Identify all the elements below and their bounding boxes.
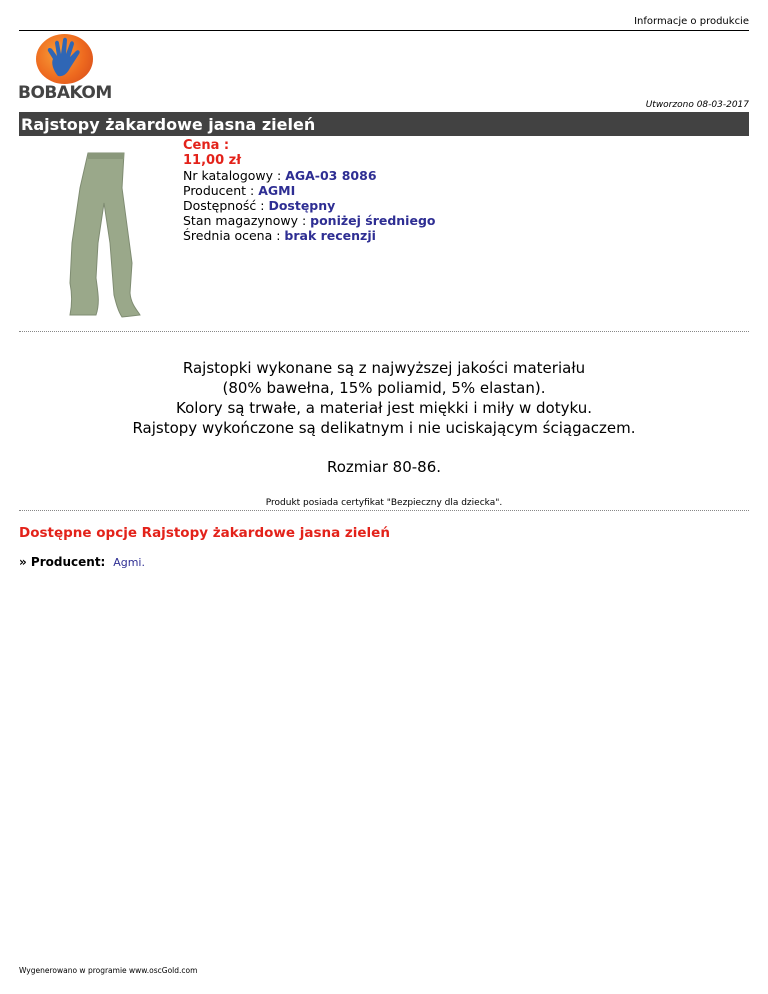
divider: [19, 510, 749, 511]
product-image: [28, 143, 174, 319]
producer-option: [19, 555, 145, 569]
hand-icon: [36, 34, 93, 84]
page-header: [19, 14, 749, 31]
options-title: Dostępne opcje Rajstopy żakardowe jasna zieleń: [19, 525, 390, 541]
description-line: Rajstopki wykonane są z najwyższej jakości materiału: [182, 359, 586, 377]
field-rating: [183, 228, 435, 243]
price-label: Cena :: [183, 138, 230, 153]
tights-image: [28, 143, 174, 319]
logo-circle-icon: [36, 34, 93, 84]
description-line: Kolory są trwałe, a materiał jest miękki i miły w dotyku.: [176, 399, 592, 417]
logo-text: BOBAKOM: [18, 83, 112, 103]
divider: [19, 331, 749, 332]
description-line: (80% bawełna, 15% poliamid, 5% elastan).: [222, 379, 546, 397]
created-date: Utworzono 08-03-2017: [645, 100, 749, 110]
title-bar: [19, 112, 749, 136]
field-value: AGA-03 8086: [285, 168, 377, 183]
logo: [18, 33, 118, 103]
certificate-text: Produkt posiada certyfikat "Bezpieczny dla dziecka".: [265, 498, 503, 508]
description-line: Rajstopy wykończone są delikatnym i nie uciskającym ściągaczem.: [132, 419, 636, 437]
field-value: brak recenzji: [284, 228, 376, 243]
description: [19, 358, 749, 438]
producer-value: Agmi.: [113, 556, 145, 569]
field-availability: [183, 198, 435, 213]
field-label: Producent :: [183, 183, 259, 198]
field-label: Nr katalogowy :: [183, 168, 286, 183]
field-producer: [183, 183, 435, 198]
field-catalog: [183, 168, 435, 183]
footer: Wygenerowano w programie www.oscGold.com: [19, 966, 198, 975]
field-stock: [183, 213, 435, 228]
field-label: Stan magazynowy :: [183, 213, 311, 228]
producer-label: » Producent:: [19, 555, 106, 569]
page-header-title: Informacje o produkcie: [634, 16, 749, 27]
field-value: poniżej średniego: [310, 213, 436, 228]
field-value: AGMI: [258, 183, 296, 198]
field-value: Dostępny: [268, 198, 336, 213]
field-label: Średnia ocena :: [183, 228, 285, 243]
size-text: Rozmiar 80-86.: [326, 458, 442, 476]
product-info: [183, 138, 435, 243]
price-value: 11,00 zł: [183, 153, 242, 168]
product-title: Rajstopy żakardowe jasna zieleń: [21, 115, 316, 134]
field-label: Dostępność :: [183, 198, 269, 213]
